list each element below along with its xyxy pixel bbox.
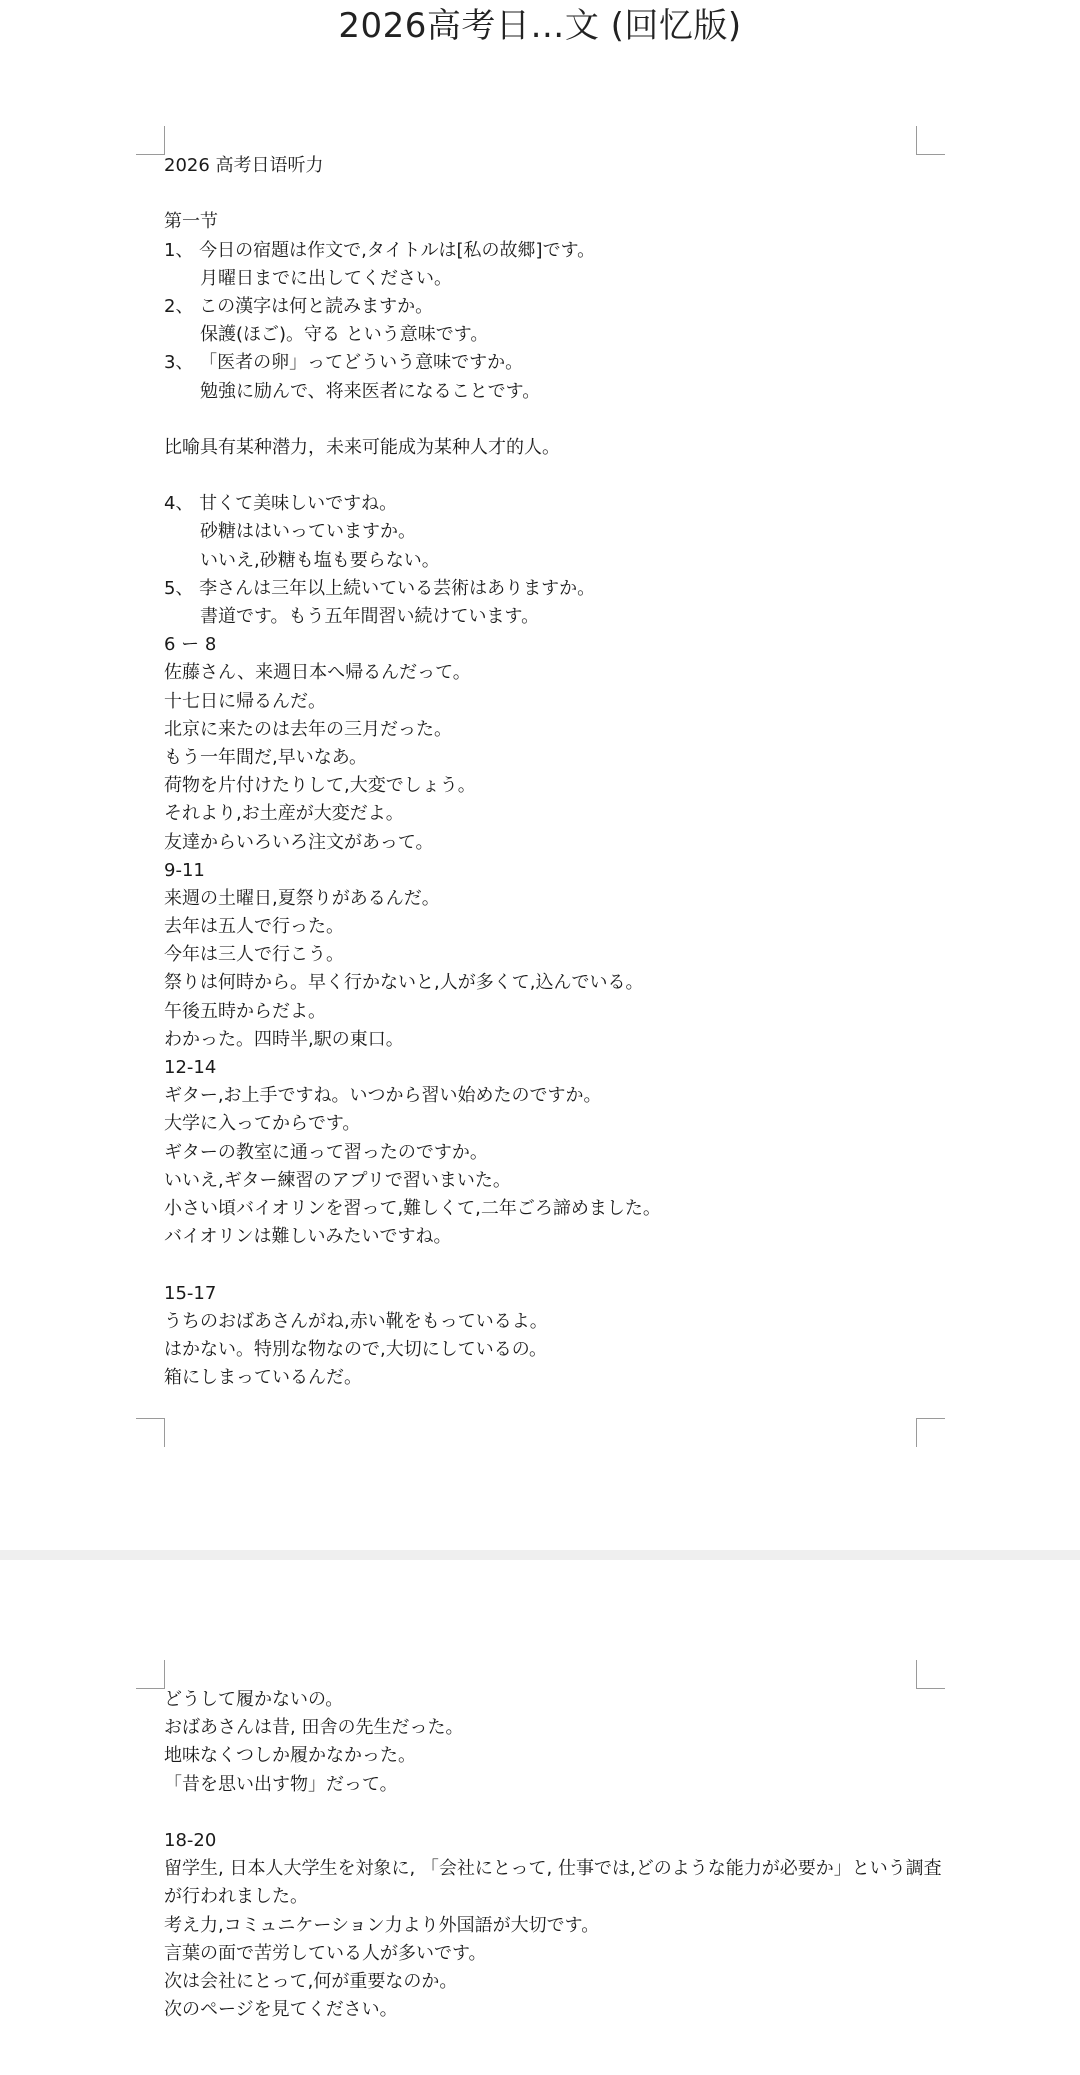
dialogue-line: ギター,お上手ですね。いつから習い始めたのですか。 [164, 1085, 602, 1107]
dialogue-line: 留学生, 日本人大学生を対象に, 「会社にとって, 仕事では,どのような能力が必要か」という調査が行われました。 [164, 1858, 942, 1908]
question-line: 1、 今日の宿題は作文で,タイトルは[私の故郷]です。 [164, 239, 596, 261]
answer-line: 勉強に励んで、将来医者になることです。 [200, 380, 541, 402]
dialogue-line: 祭りは何時から。早く行かないと,人が多くて,込んでいる。 [164, 972, 644, 994]
dialogue-line: 箱にしまっているんだ。 [164, 1367, 362, 1389]
page-1-body [164, 152, 944, 1392]
question-line: 4、 甘くて美味しいですね。 [164, 493, 398, 515]
margin-corner-top-left [136, 1660, 165, 1689]
dialogue-line: うちのおばあさんがね,赤い靴をもっているよ。 [164, 1310, 548, 1332]
blank-line [164, 462, 944, 490]
dialogue-line: 佐藤さん、来週日本へ帰るんだって。 [164, 662, 471, 684]
dialogue-line: 言葉の面で苦労している人が多いです。 [164, 1942, 487, 1964]
dialogue-line: おばあさんは昔, 田舎の先生だった。 [164, 1717, 464, 1739]
dialogue-line: バイオリンは難しいみたいですね。 [164, 1226, 452, 1248]
dialogue-line: 午後五時からだよ。 [164, 1000, 326, 1022]
document-title: 2026高考日…文 (回忆版) [338, 6, 742, 46]
answer-line: 保護(ほご)。守る という意味です。 [200, 324, 489, 346]
blank-line [164, 406, 944, 434]
blank-line [164, 1251, 944, 1279]
page-separator [0, 1550, 1080, 1560]
dialogue-line: わかった。四時半,駅の東口。 [164, 1028, 404, 1050]
blank-line [164, 180, 944, 208]
dialogue-line: 小さい頃バイオリンを習って,難しくて,二年ごろ諦めました。 [164, 1197, 661, 1219]
dialogue-line: ギターの教室に通って習ったのですか。 [164, 1141, 488, 1163]
dialogue-line: 今年は三人で行こう。 [164, 944, 344, 966]
dialogue-line: 次のページを見てください。 [164, 1999, 398, 2021]
note-line: 比喻具有某种潜力，未来可能成为某种人才的人。 [164, 436, 560, 458]
margin-corner-bottom-left [136, 1418, 165, 1447]
dialogue-line: はかない。特別な物なので,大切にしているの。 [164, 1338, 547, 1360]
dialogue-line: 「昔を思い出す物」だって。 [164, 1773, 398, 1795]
question-line: 5、 李さんは三年以上続いている芸術はありますか。 [164, 577, 596, 599]
dialogue-line: もう一年間だ,早いなあ。 [164, 746, 368, 768]
dialogue-line: 大学に入ってからです。 [164, 1113, 361, 1135]
document-page-1 [0, 60, 1080, 1550]
dialogue-line: 友達からいろいろ注文があって。 [164, 831, 434, 853]
dialogue-line: 去年は五人で行った。 [164, 916, 344, 938]
question-line: 3、 「医者の卵」ってどういう意味ですか。 [164, 352, 524, 374]
section-heading: 第一节 [164, 211, 218, 233]
section-number: 15-17 [164, 1282, 217, 1304]
answer-line: 砂糖ははいっていますか。 [200, 521, 416, 543]
answer-line: 書道です。もう五年間習い続けています。 [200, 606, 540, 627]
margin-corner-top-right [916, 126, 945, 155]
dialogue-line: 来週の土曜日,夏祭りがあるんだ。 [164, 887, 440, 909]
dialogue-line: 十七日に帰るんだ。 [164, 690, 326, 712]
page-2-body [164, 1686, 944, 2024]
margin-corner-top-left [136, 126, 165, 155]
dialogue-line: それより,お土産が大変だよ。 [164, 803, 404, 825]
document-page-2 [0, 1560, 1080, 2075]
dialogue-line: 地味なくつしか履かなかった。 [164, 1745, 416, 1767]
dialogue-line: 荷物を片付けたりして,大変でしょう。 [164, 775, 476, 797]
section-number: 12-14 [164, 1057, 217, 1078]
section-number: 6 ー 8 [164, 634, 217, 656]
doc-heading: 2026 高考日语听力 [164, 155, 324, 176]
dialogue-line: いいえ,ギター練習のアプリで習いまいた。 [164, 1169, 511, 1191]
question-line: 2、 この漢字は何と読みますか。 [164, 295, 434, 317]
dialogue-line: どうして履かないの。 [164, 1689, 344, 1710]
answer-line: 月曜日までに出してください。 [200, 267, 452, 289]
dialogue-line: 次は会社にとって,何が重要なのか。 [164, 1970, 458, 1992]
section-number: 9-11 [164, 859, 205, 881]
section-number: 18-20 [164, 1829, 217, 1851]
answer-line: いいえ,砂糖も塩も要らない。 [200, 549, 440, 571]
margin-corner-top-right [916, 1660, 945, 1689]
blank-line [164, 1799, 944, 1827]
dialogue-line: 北京に来たのは去年の三月だった。 [164, 718, 452, 740]
margin-corner-bottom-right [916, 1418, 945, 1447]
dialogue-line: 考え力,コミュニケーション力より外国語が大切です。 [164, 1914, 600, 1936]
